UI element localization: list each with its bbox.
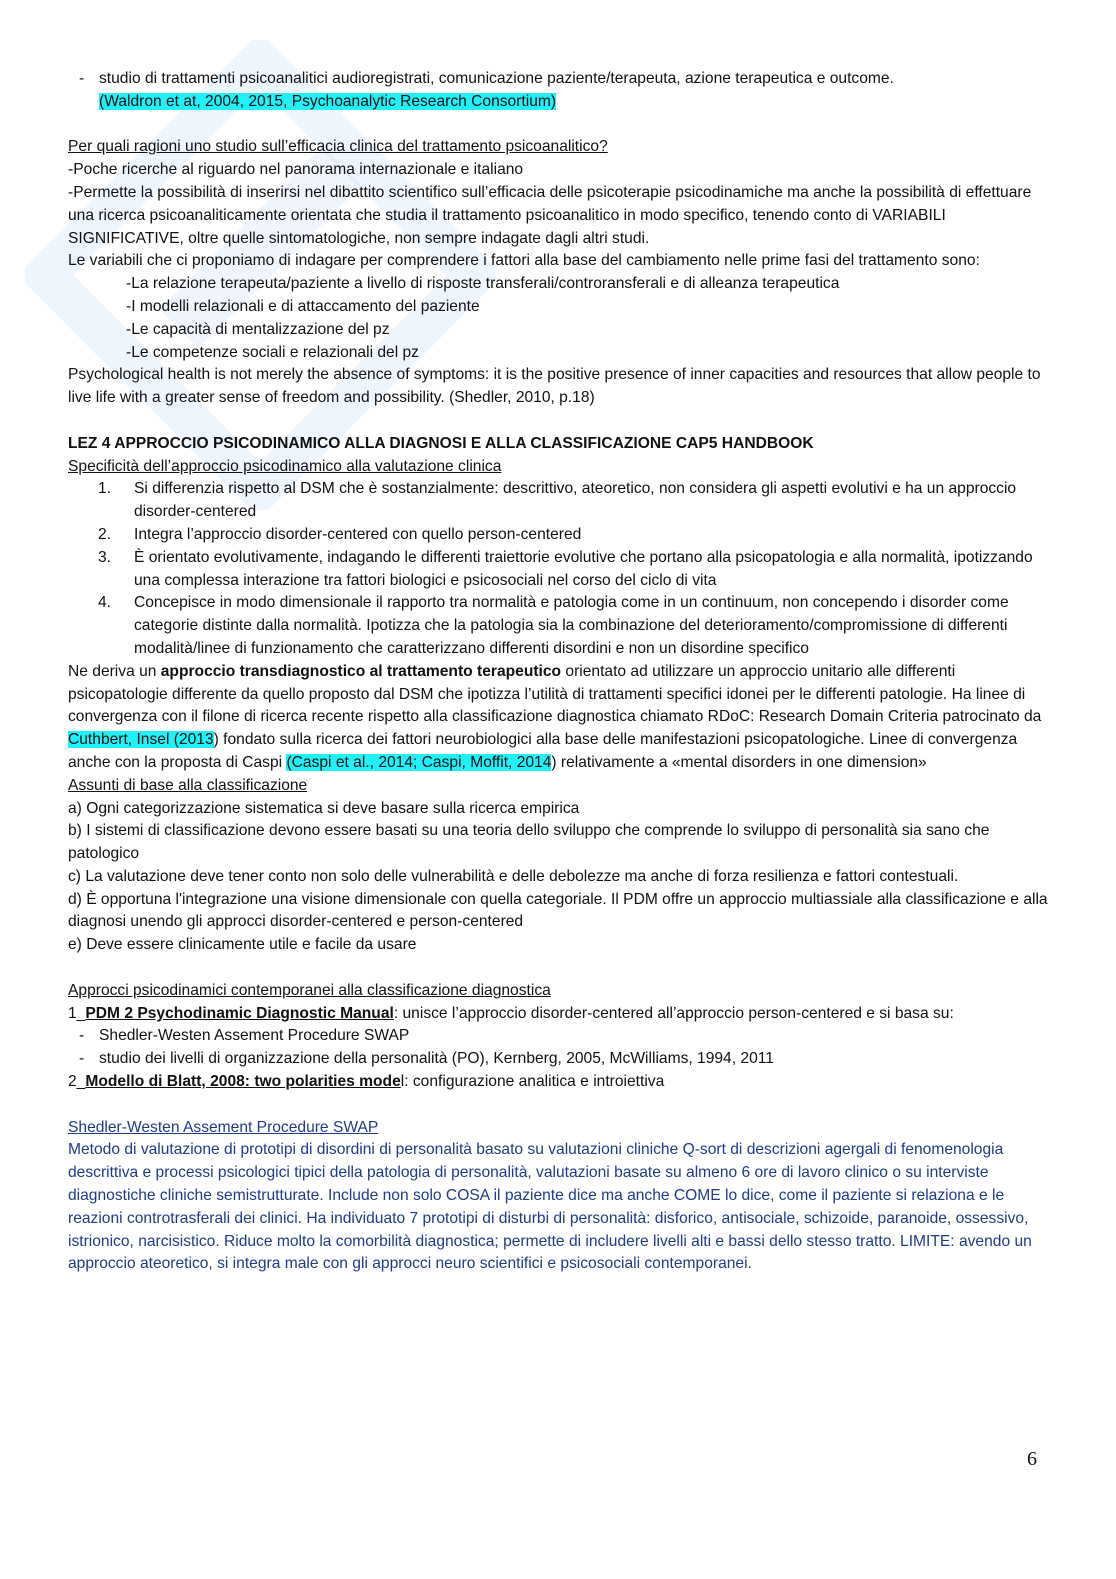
page-number: 6 <box>1027 1448 1037 1470</box>
lesson-heading: LEZ 4 APPROCCIO PSICODINAMICO ALLA DIAGNOSI E ALLA CLASSIFICAZIONE CAP5 HANDBOOK <box>68 434 814 452</box>
numbered-point: 3. È orientato evolutivamente, indagando le differenti traiettorie evolutive che portano alla psicopatologia e alla normalità, ipotizzando una complessa interazione tra fattori biologici e psicosociali nel corso del ciclo di vita <box>98 548 1033 589</box>
efficacy-reason-1: -Poche ricerche al riguardo nel panorama internazionale e italiano <box>68 161 524 179</box>
numbered-point: 2. Integra l’approccio disorder-centered con quello person-centered <box>98 525 582 543</box>
approaches-heading: Approcci psicodinamici contemporanei alla classificazione diagnostica <box>68 981 551 999</box>
assumption-item: c) La valutazione deve tener conto non solo delle vulnerabilità e delle debolezze ma anche di forza resilienza e fattori contestuali. <box>68 867 959 885</box>
dash-bullet: - <box>79 70 85 87</box>
variable-item: -Le capacità di mentalizzazione del pz <box>126 320 390 338</box>
approach-item-pdm: 1_PDM 2 Psychodinamic Diagnostic Manual: unisce l’approccio disorder-centered all’approccio person-centered e si basa su: <box>68 1004 954 1022</box>
numbered-point: 4. Concepisce in modo dimensionale il rapporto tra normalità e patologia come in un continuum, non concependo i disorder come categorie distinte dalla normalità. Ipotizza che la patologia sia la combinazione del deterioramento/compromissione di differenti modalità/linee di funzionamento che caratterizzano differenti disordini e non un disordine specifico <box>98 594 1009 657</box>
lesson-subheading: Specificità dell’approccio psicodinamico alla valutazione clinica <box>68 457 502 475</box>
approach-item-blatt: 2_Modello di Blatt, 2008: two polarities model: configurazione analitica e introiettiva <box>68 1073 665 1091</box>
swap-heading: Shedler-Westen Assement Procedure SWAP <box>68 1118 379 1136</box>
approach-subitem: - Shedler-Westen Assement Procedure SWAP <box>68 1025 1053 1048</box>
dash-bullet: - <box>79 1050 85 1068</box>
numbered-point: 1. Si differenzia rispetto al DSM che è sostanzialmente: descrittivo, ateoretico, non considera gli aspetti evolutivi e ha un approccio disorder-centered <box>98 480 1017 521</box>
assumption-item: d) È opportuna l'integrazione una visione dimensionale con quella categoriale. Il PDM offre un approccio multiassiale alla classificazione e alla diagnosi unendo gli approcci disorder-centered e person-centered <box>68 890 1048 931</box>
intro-item-text: studio di trattamenti psicoanalitici audioregistrati, comunicazione paziente/terapeuta, azione terapeutica e outcome. <box>99 70 894 87</box>
assumption-item: e) Deve essere clinicamente utile e facile da usare <box>68 936 417 954</box>
citation-cuthbert: Cuthbert, Insel (2013 <box>68 731 214 749</box>
swap-body: Metodo di valutazione di prototipi di disordini di personalità basato su valutazioni cliniche Q-sort di descrizioni agergali di fenomenologia descrittiva e processi psicologici tipici della patologia di personalità, valutazioni basate su almeno 6 ore di lavoro clinico o su interviste diagnostiche cliniche semistrutturate. Include non solo COSA il paziente dice ma anche COME lo dice, come il paziente si relaziona e le reazioni controtrasferali dei clinici. Ha individuato 7 prototipi di disturbi di personalità: disforico, antisociale, schizoide, paranoide, ossessivo, istrionico, narcisistico. Riduce molto la comorbilità diagnostica; permette di includere livelli alti e bassi dello stesso tratto. LIMITE: avendo un approccio ateoretico, si integra male con gli approcci neuro scientifici e psicosociali contemporanei. <box>68 1141 1032 1273</box>
dash-bullet: - <box>79 1027 85 1045</box>
variable-item: -I modelli relazionali e di attaccamento del paziente <box>126 297 480 315</box>
document-page <box>68 68 1053 1276</box>
intro-list-item <box>68 68 1053 114</box>
assumption-item: b) I sistemi di classificazione devono essere basati su una teoria dello sviluppo che comprende lo sviluppo di personalità sia sano che patologico <box>68 822 990 863</box>
shedler-quote: Psychological health is not merely the absence of symptoms: it is the positive presence of inner capacities and resources that allow people to live life with a greater sense of freedom and possibility. (Shedler, 2010, p.18) <box>68 366 1041 407</box>
variables-intro: Le variabili che ci proponiamo di indagare per comprendere i fattori alla base del cambiamento nelle prime fasi del trattamento sono: <box>68 252 980 270</box>
efficacy-question: Per quali ragioni uno studio sull’efficacia clinica del trattamento psicoanalitico? <box>68 138 608 156</box>
intro-item-citation: (Waldron et at, 2004, 2015, Psychoanalytic Research Consortium) <box>99 92 557 110</box>
variable-item: -Le competenze sociali e relazionali del pz <box>126 343 419 361</box>
transdiagnostic-paragraph: Ne deriva un approccio transdiagnostico al trattamento terapeutico orientato ad utilizzare un approccio unitario alle differenti psicopatologie differente da quello proposto dal DSM che ipotizza l’utilità di trattamenti specifici idonei per le differenti patologie. Ha linee di convergenza con il filone di ricerca recente rispetto alla classificazione diagnostica chiamato RDoC: Research Domain Criteria patrocinato da Cuthbert, Insel (2013) fondato sulla ricerca dei fattori neurobiologici alla base delle manifestazioni psicopatologiche. Linee di convergenza anche con la proposta di Caspi (Caspi et al., 2014; Caspi, Moffit, 2014) relativamente a «mental disorders in one dimension» <box>68 662 1042 771</box>
variable-item: -La relazione terapeuta/paziente a livello di risposte transferali/controransferali e di alleanza terapeutica <box>126 275 840 293</box>
citation-caspi: (Caspi et al., 2014; Caspi, Moffit, 2014 <box>286 753 552 771</box>
assumptions-heading: Assunti di base alla classificazione <box>68 776 308 794</box>
assumption-item: a) Ogni categorizzazione sistematica si deve basare sulla ricerca empirica <box>68 799 580 817</box>
approach-subitem: - studio dei livelli di organizzazione della personalità (PO), Kernberg, 2005, McWilliams, 1994, 2011 <box>68 1048 1053 1071</box>
efficacy-reason-2: -Permette la possibilità di inserirsi nel dibattito scientifico sull’efficacia delle psicoterapie psicodinamiche ma anche la possibilità di effettuare una ricerca psicoanaliticamente orientata che studia il trattamento psicoanalitico in modo specifico, tenendo conto di VARIABILI SIGNIFICATIVE, oltre quelle sintomatologiche, non sempre indagate dagli altri studi. <box>68 183 1032 247</box>
